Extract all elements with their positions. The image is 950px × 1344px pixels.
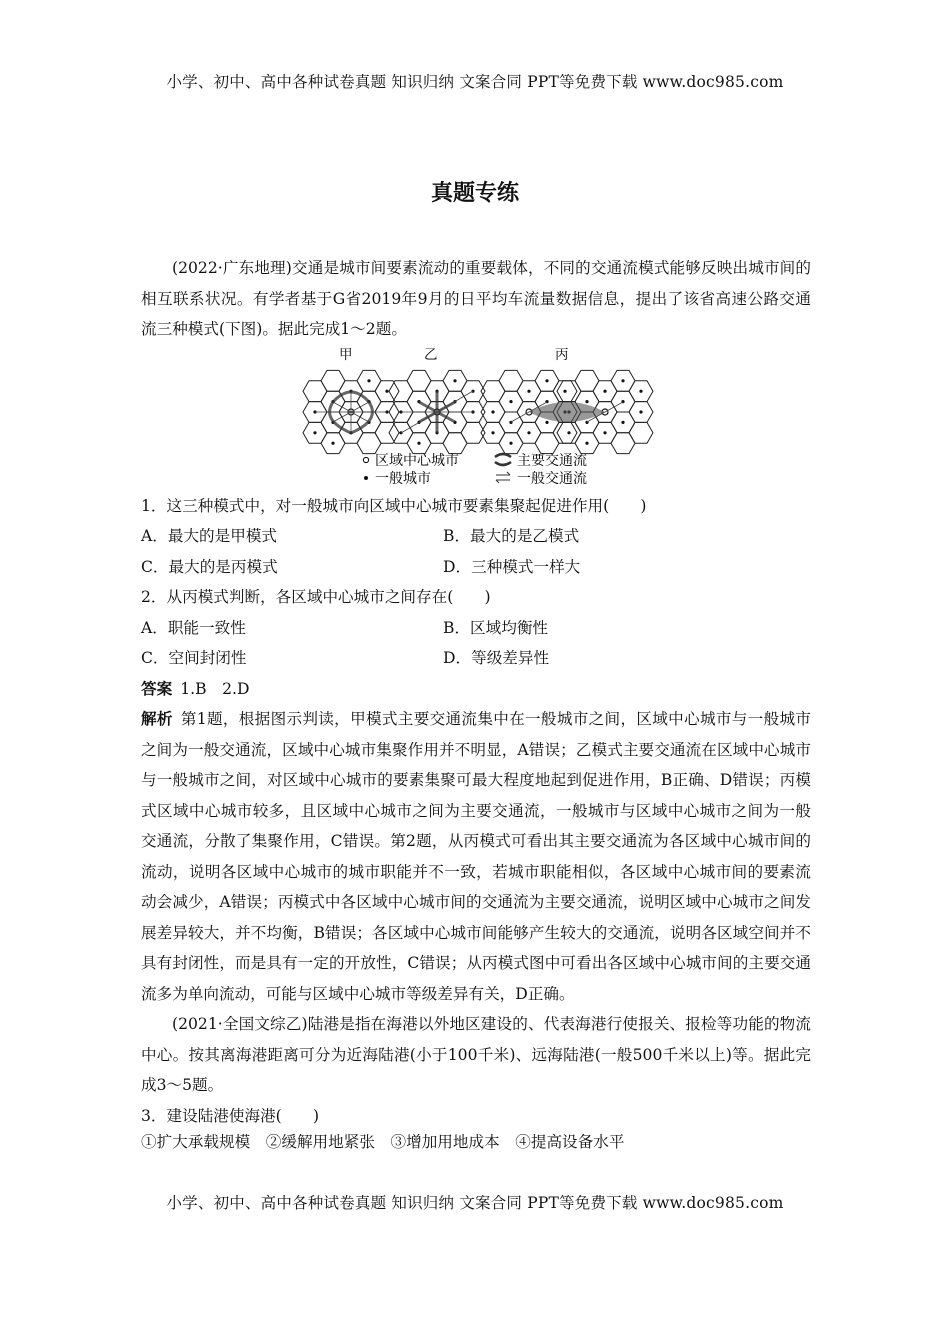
q1-options-row-2 bbox=[141, 552, 811, 583]
intro-paragraph-2: (2021·全国文综乙)陆港是指在海港以外地区建设的、代表海港行使报关、报检等功能的物流中心。按其离海港距离可分为近海陆港(小于100千米)、远海陆港(一般500千米以上)等。据此完成3～5题。 bbox=[141, 1015, 811, 1094]
q1-stem: 1．这三种模式中，对一般城市向区域中心城市要素集聚起促进作用( ) bbox=[141, 496, 647, 515]
answer-label: 答案 bbox=[141, 679, 173, 698]
legend-major-flow: 主要交通流 bbox=[517, 452, 587, 469]
pattern-jia bbox=[303, 370, 399, 453]
page-title: 真题专练 bbox=[430, 181, 519, 206]
main-content bbox=[141, 253, 811, 1153]
q2-options-row-2 bbox=[141, 643, 811, 674]
q2-option-a: A．职能一致性 bbox=[141, 618, 246, 637]
general-city-marker-icon bbox=[364, 476, 368, 480]
legend-center-city: 区域中心城市 bbox=[375, 452, 459, 469]
label-jia: 甲 bbox=[339, 346, 353, 363]
q3-stem: 3．建设陆港使海港( ) bbox=[141, 1106, 320, 1125]
analysis-text: 第1题，根据图示判读，甲模式主要交通流集中在一般城市之间，区域中心城市与一般城市之间为一般交通流，区域中心城市集聚作用并不明显，A错误；乙模式主要交通流在区域中心城市与一般城市之间，对区域中心城市的要素集聚可最大程度地起到促进作用，B正确、D错误；丙模式区域中心城市较多，且区域中心城市之间为主要交通流，一般城市与区域中心城市之间为一般交通流，分散了集聚作用，C错误。第2题，从丙模式可看出其主要交通流为各区域中心城市间的流动，说明各区域中心城市的城市职能并不一致，若城市职能相似，各区域中心城市间的要素流动会减少，A错误；丙模式中各区域中心城市间的交通流为主要交通流，说明区域中心城市之间发展差异较大，并不均衡，B错误；各区域中心城市间能够产生较大的交通流，说明各区域空间并不具有封闭性，而是具有一定的开放性，C错误；从丙模式图中可看出各区域中心城市间的主要交通流多为单向流动，可能与区域中心城市等级差异有关，D正确。 bbox=[141, 710, 811, 1003]
traffic-pattern-figure bbox=[141, 347, 811, 487]
answer-text: 1.B 2.D bbox=[180, 679, 250, 698]
traffic-pattern-diagram bbox=[141, 347, 811, 487]
label-yi: 乙 bbox=[424, 346, 438, 363]
page-header: 小学、初中、高中各种试卷真题 知识归纳 文案合同 PPT等免费下载 www.doc985.com bbox=[166, 73, 784, 91]
legend-general-flow: 一般交通流 bbox=[517, 470, 587, 487]
label-bing: 丙 bbox=[555, 346, 569, 363]
q3-options: ①扩大承载规模 ②缓解用地紧张 ③增加用地成本 ④提高设备水平 bbox=[141, 1133, 625, 1151]
pattern-yi bbox=[389, 370, 485, 453]
q2-option-b: B．区域均衡性 bbox=[443, 618, 549, 637]
answer-line bbox=[141, 674, 811, 705]
q1-option-b: B．最大的是乙模式 bbox=[443, 527, 580, 545]
q1-option-d: D．三种模式一样大 bbox=[443, 557, 581, 576]
q1-option-a: A．最大的是甲模式 bbox=[141, 527, 278, 545]
q2-stem: 2．从丙模式判断，各区域中心城市之间存在( ) bbox=[141, 588, 491, 606]
q2-option-c: C．空间封闭性 bbox=[141, 649, 247, 667]
q2-option-d: D．等级差异性 bbox=[443, 649, 550, 667]
analysis-label: 解析 bbox=[141, 710, 173, 728]
pattern-bing bbox=[481, 370, 653, 453]
intro-paragraph-1: (2022·广东地理)交通是城市间要素流动的重要载体，不同的交通流模式能够反映出城市间的相互联系状况。有学者基于G省2019年9月的日平均车流量数据信息，提出了该省高速公路交通流三种模式(下图)。据此完成1～2题。 bbox=[141, 259, 811, 338]
center-city-marker-icon bbox=[363, 457, 368, 462]
general-flow-icon bbox=[496, 472, 510, 483]
analysis-paragraph bbox=[141, 704, 811, 1009]
page-footer: 小学、初中、高中各种试卷真题 知识归纳 文案合同 PPT等免费下载 www.doc985.com bbox=[166, 1194, 784, 1212]
q1-options-row-1 bbox=[141, 521, 811, 552]
q2-options-row-1 bbox=[141, 613, 811, 644]
q1-option-c: C．最大的是丙模式 bbox=[141, 557, 278, 576]
major-flow-icon bbox=[495, 454, 511, 465]
legend-general-city: 一般城市 bbox=[375, 470, 431, 487]
